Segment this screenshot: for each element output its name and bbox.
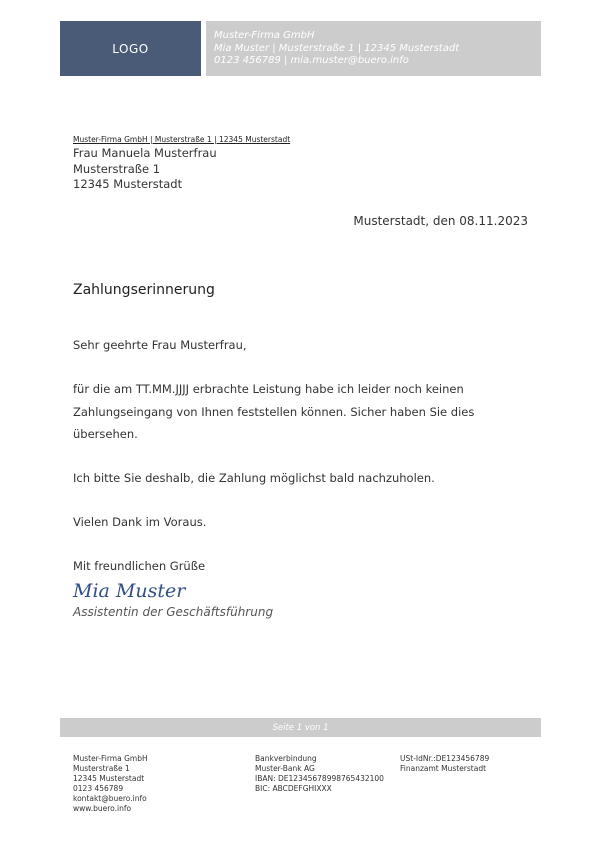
footer-line: BIC: ABCDEFGHIXXX [255,784,332,793]
footer-line: www.buero.info [73,804,132,813]
header-address: Mia Muster | Musterstraße 1 | 12345 Musterstadt [214,42,460,54]
footer-line: USt-IdNr.:DE123456789 [400,754,490,763]
footer-line: Muster-Bank AG [255,764,315,773]
body-line: für die am TT.MM.JJJJ erbrachte Leistung habe ich leider noch keinen [73,382,464,396]
footer-line: Finanzamt Musterstadt [400,764,487,773]
body-line: übersehen. [73,427,138,441]
body-paragraph-1 [73,378,533,446]
footer-line: kontakt@buero.info [73,794,147,803]
letter-subject: Zahlungserinnerung [73,282,215,298]
recipient-name: Frau Manuela Musterfrau [73,146,217,160]
logo-text: LOGO [112,41,149,56]
signer-role: Assistentin der Geschäftsführung [73,605,274,619]
closing-line: Mit freundlichen Grüße [73,559,206,573]
footer-line: Muster-Firma GmbH [73,754,148,763]
footer-line: IBAN: DE12345678998765432100 [255,774,384,783]
body-paragraph-2: Ich bitte Sie deshalb, die Zahlung möglichst bald nachzuholen. [73,471,435,485]
sender-return-line: Muster-Firma GmbH | Musterstraße 1 | 12345 Musterstadt [73,135,291,144]
body-line: Zahlungseingang von Ihnen feststellen können. Sicher haben Sie dies [73,404,475,419]
footer-company-column [73,754,148,814]
footer-page-bar [60,718,541,737]
salutation: Sehr geehrte Frau Musterfrau, [73,338,247,352]
page-number: Seite 1 von 1 [272,722,329,733]
footer-tax-column [400,754,489,774]
logo [60,21,201,76]
letter-date: Musterstadt, den 08.11.2023 [353,214,528,228]
recipient-city: 12345 Musterstadt [73,177,183,191]
header-company-box [206,21,541,76]
footer-line: 12345 Musterstadt [73,774,145,783]
signature: Mia Muster [73,580,186,602]
footer-line: Bankverbindung [255,754,317,763]
footer-line: Musterstraße 1 [73,764,130,773]
footer-bank-column [255,754,384,794]
thanks-line: Vielen Dank im Voraus. [73,515,207,529]
header-company-name: Muster-Firma GmbH [214,30,315,41]
recipient-address [73,146,217,193]
recipient-street: Musterstraße 1 [73,161,161,176]
header-contact: 0123 456789 | mia.muster@buero.info [214,55,409,66]
footer-line: 0123 456789 [73,784,124,793]
